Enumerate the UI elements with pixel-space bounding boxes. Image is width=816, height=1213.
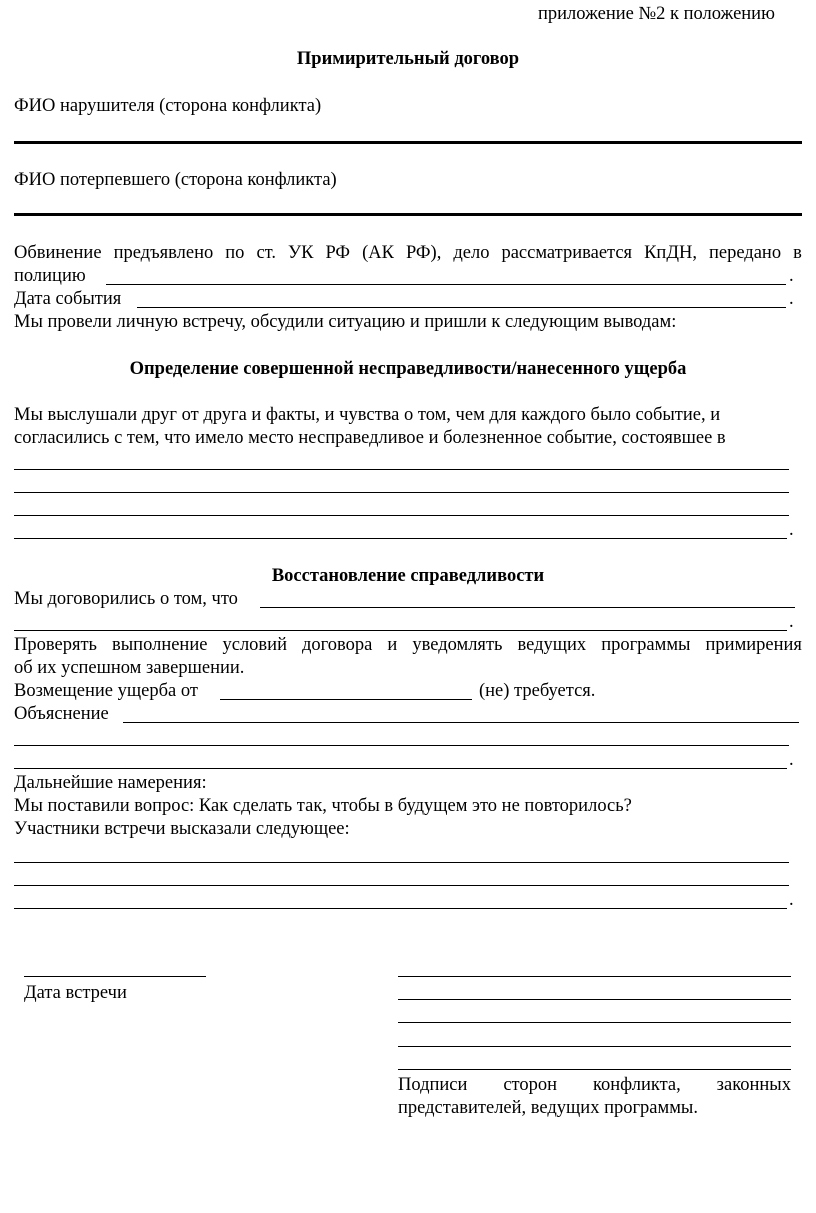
word: сторон (503, 1075, 558, 1095)
injustice-fill-line-1[interactable] (14, 469, 789, 470)
injustice-fill-line-2[interactable] (14, 492, 789, 493)
charge-text (14, 242, 802, 264)
police-label: полицию (14, 266, 86, 286)
explanation-fill-line-1[interactable] (123, 722, 799, 723)
explanation-label: Объяснение (14, 704, 109, 724)
word: программы (601, 635, 691, 655)
word: по (225, 243, 245, 263)
injustice-fill-line-4[interactable] (14, 538, 787, 539)
police-period: . (789, 266, 794, 286)
event-date-label: Дата события (14, 289, 122, 309)
participants-fill-line-2[interactable] (14, 885, 789, 886)
word: Подписи (398, 1075, 468, 1095)
injustice-fill-line-3[interactable] (14, 515, 789, 516)
agreed-fill-line-1[interactable] (260, 607, 795, 608)
word: КпДН, (644, 243, 697, 263)
word: ведущих (517, 635, 587, 655)
word: рассматривается (501, 243, 633, 263)
word: ст. (256, 243, 276, 263)
word: уведомлять (412, 635, 503, 655)
offender-fill-line[interactable] (14, 141, 802, 144)
word: УК (288, 243, 314, 263)
word: и (387, 635, 398, 655)
word: передано (708, 243, 782, 263)
document-title: Примирительный договор (296, 49, 520, 69)
agreed-period: . (789, 612, 794, 632)
word: договора (302, 635, 373, 655)
injustice-text-2: согласились с тем, что имело место несправедливое и болезненное событие, состоявшее в (14, 428, 726, 448)
check-text-1 (14, 634, 802, 656)
compensation-suffix: (не) требуется. (479, 681, 596, 701)
intentions-question: Мы поставили вопрос: Как сделать так, чтобы в будущем это не повторилось? (14, 796, 632, 816)
word: (АК (362, 243, 394, 263)
agreed-label: Мы договорились о том, что (14, 589, 238, 609)
word: в (793, 243, 802, 263)
word: дело (453, 243, 490, 263)
injustice-heading: Определение совершенной несправедливости/нанесенного ущерба (129, 359, 687, 379)
meeting-date-label: Дата встречи (24, 983, 127, 1003)
signature-line-3[interactable] (398, 1022, 791, 1023)
signature-line-4[interactable] (398, 1046, 791, 1047)
meeting-date-fill-line[interactable] (24, 976, 206, 977)
participants-fill-line-1[interactable] (14, 862, 789, 863)
signature-line-5[interactable] (398, 1069, 791, 1070)
word: РФ), (405, 243, 442, 263)
signatures-caption-2: представителей, ведущих программы. (398, 1098, 698, 1118)
explanation-fill-line-2[interactable] (14, 745, 789, 746)
agreed-fill-line-2[interactable] (14, 630, 787, 631)
signature-line-1[interactable] (398, 976, 791, 977)
participants-fill-line-3[interactable] (14, 908, 787, 909)
explanation-period: . (789, 750, 794, 770)
participants-label: Участники встречи высказали следующее: (14, 819, 350, 839)
annex-note: приложение №2 к положению (538, 4, 775, 24)
signature-line-2[interactable] (398, 999, 791, 1000)
police-fill-line[interactable] (106, 284, 786, 285)
word: Проверять (14, 635, 97, 655)
word: предъявлено (113, 243, 214, 263)
participants-period: . (789, 890, 794, 910)
word: выполнение (112, 635, 208, 655)
injustice-text-1: Мы выслушали друг от друга и факты, и чувства о том, чем для каждого было событие, и (14, 405, 721, 425)
word: законных (716, 1075, 791, 1095)
justice-heading: Восстановление справедливости (271, 566, 545, 586)
offender-label: ФИО нарушителя (сторона конфликта) (14, 96, 322, 116)
explanation-fill-line-3[interactable] (14, 768, 787, 769)
event-date-fill-line[interactable] (137, 307, 786, 308)
intentions-heading: Дальнейшие намерения: (14, 773, 207, 793)
word: примирения (705, 635, 802, 655)
word: Обвинение (14, 243, 102, 263)
event-date-period: . (789, 289, 794, 309)
check-text-2: об их успешном завершении. (14, 658, 245, 678)
compensation-prefix: Возмещение ущерба от (14, 681, 198, 701)
word: условий (222, 635, 287, 655)
victim-label: ФИО потерпевшего (сторона конфликта) (14, 170, 337, 190)
word: РФ (325, 243, 351, 263)
victim-fill-line[interactable] (14, 213, 802, 216)
compensation-fill-line[interactable] (220, 699, 472, 700)
meeting-text: Мы провели личную встречу, обсудили ситуацию и пришли к следующим выводам: (14, 312, 677, 332)
signatures-caption-1 (398, 1074, 791, 1096)
word: конфликта, (592, 1075, 681, 1095)
injustice-period: . (789, 520, 794, 540)
